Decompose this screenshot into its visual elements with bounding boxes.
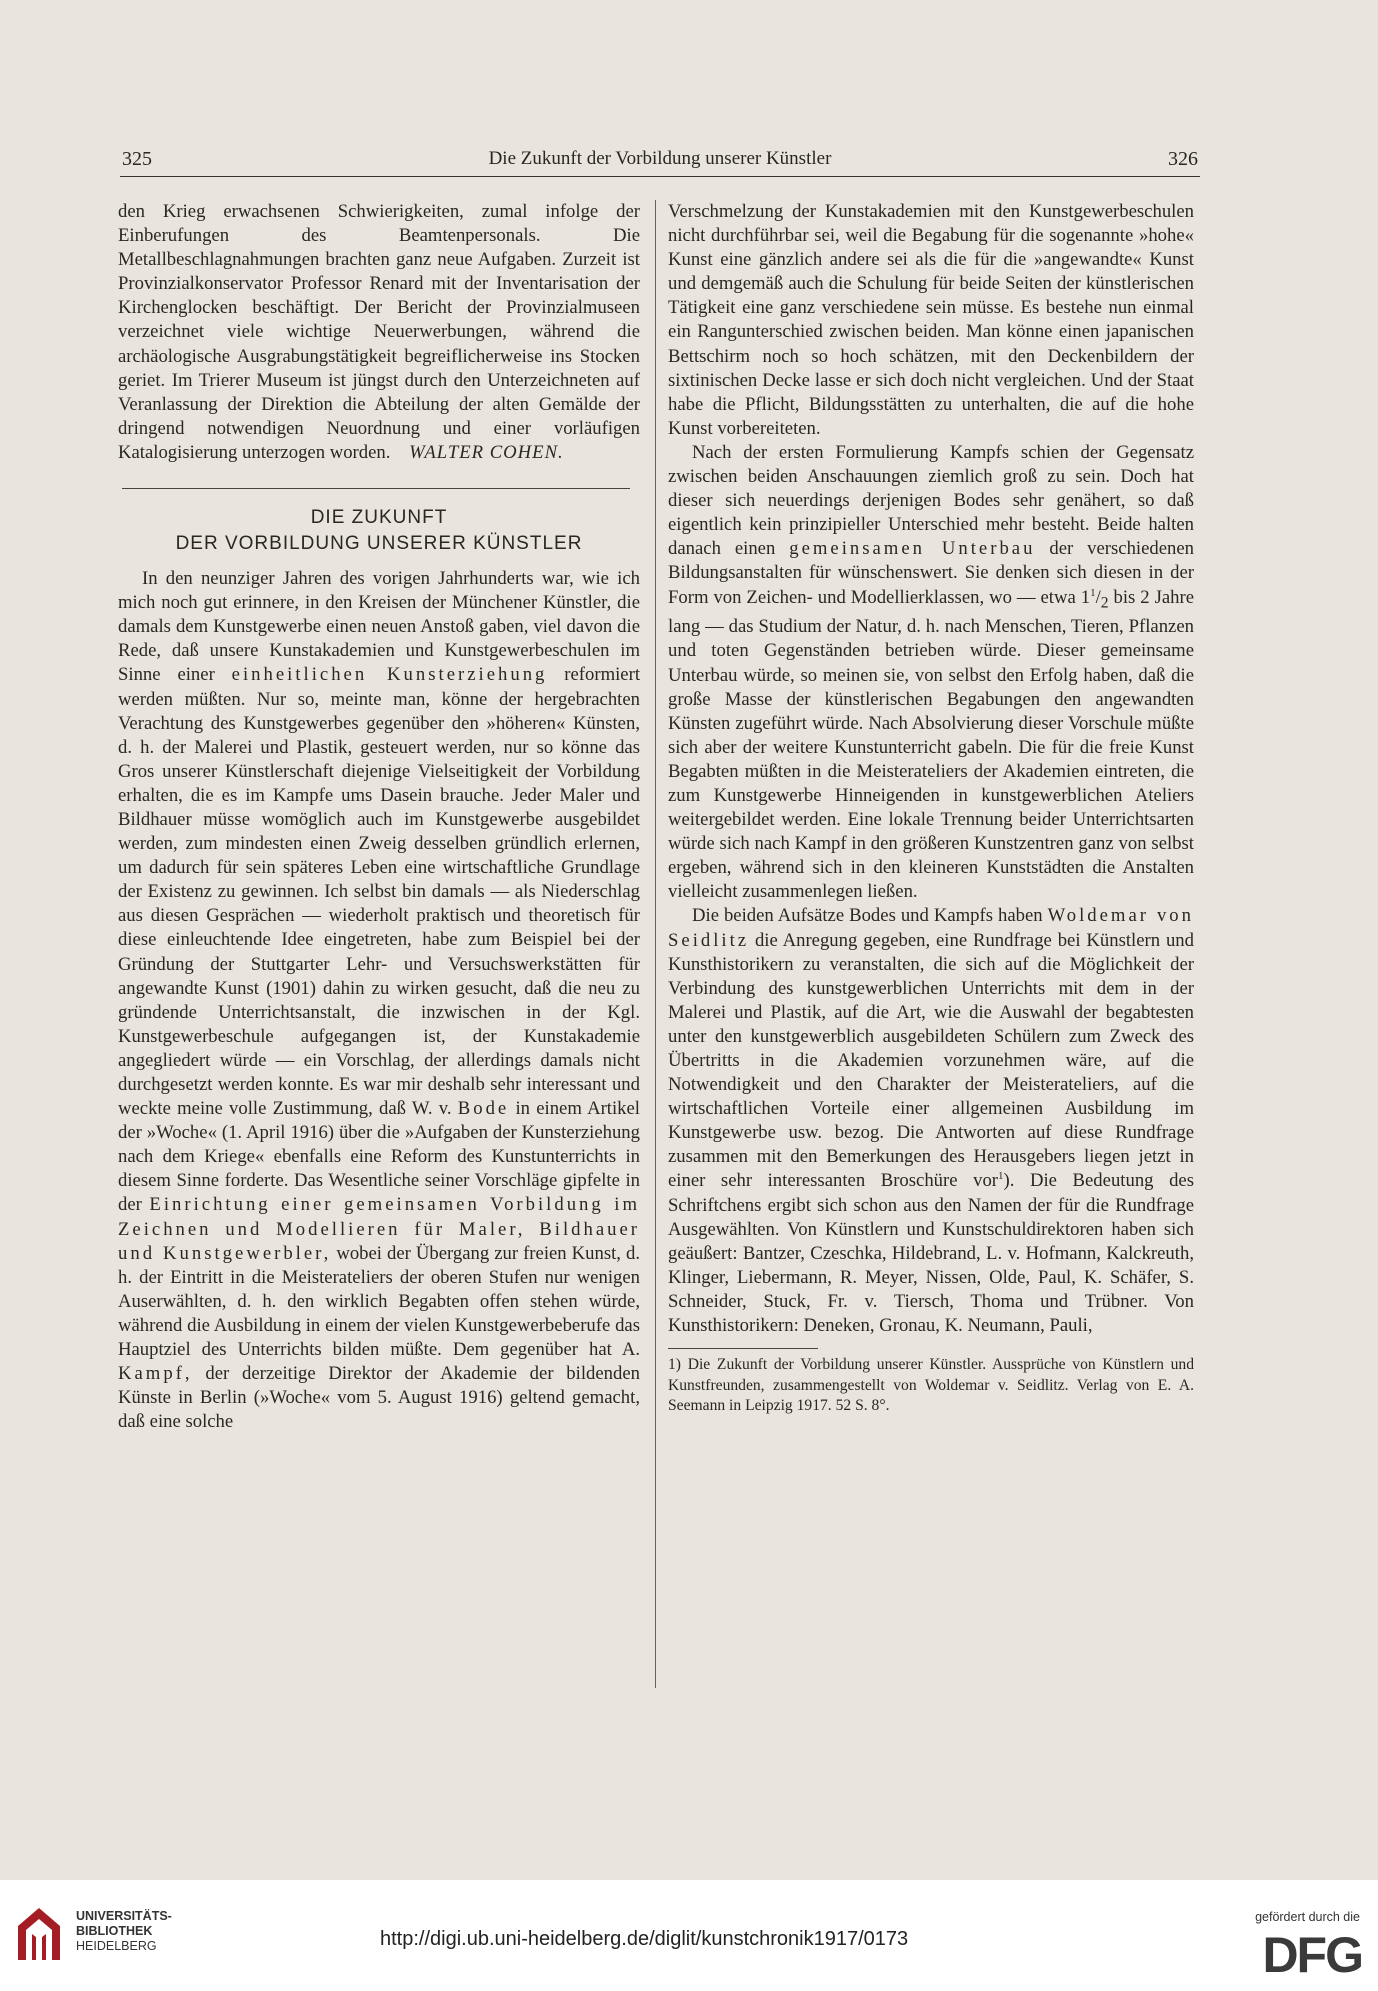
page-number-right: 326 (1168, 148, 1198, 170)
running-title: Die Zukunft der Vorbildung unserer Künstler (488, 148, 832, 169)
funding-caption: gefördert durch die (1255, 1910, 1360, 1924)
footer-bar (0, 1880, 1378, 1991)
paragraph: In den neunziger Jahren des vorigen Jahrhunderts war, wie ich mich noch gut erinnere, in den Kreisen der Münchener Künstler, die damals dem Kunstgewerbe einen neuen Anstoß gaben, viel davon die Rede, daß unsere Kunstakademien und Kunstgewerbeschulen im Sinne einer einheitlichen Kunsterziehung reformiert werden müßten. Nur so, meinte man, könne der hergebrachten Verachtung des Kunstgewerbes gegenüber den »höheren« Künsten, d. h. der Malerei und Plastik, gesteuert werden, nur so könne das Gros unserer Künstlerschaft diejenige Vielseitigkeit der Vorbildung erhalten, die es im Kampfe ums Dasein brauche. Jeder Maler und Bildhauer müsse womöglich auch im Kunstgewerbe ausgebildet werden, zum mindesten einen Zweig desselben gründlich erlernen, um dadurch für sein späteres Leben eine wirtschaftliche Grundlage der Existenz zu gewinnen. Ich selbst bin damals — als Niederschlag aus diesen Gesprächen — wiederholt praktisch und theoretisch für diese einleuchtende Idee eingetreten, habe zum Beispiel bei der Gründung der Stuttgarter Lehr- und Versuchswerkstätten für angewandte Kunst (1901) dahin zu wirken gesucht, daß die neu zu gründende Unterrichtsanstalt, die inzwischen in der Kgl. Kunstgewerbeschule aufgegangen ist, der Kunstakademie angegliedert würde — ein Vorschlag, der allerdings damals nicht durchgesetzt werden konnte. Es war mir deshalb sehr interessant und weckte meine volle Zustimmung, daß W. v. Bode in einem Artikel der »Woche« (1. April 1916) über die »Aufgaben der Kunsterziehung nach dem Kriege« ebenfalls eine Reform des Kunstunterrichts in diesem Sinne forderte. Das Wesentliche seiner Vorschläge gipfelte in der Einrichtung einer gemeinsamen Vorbildung im Zeichnen und Modellieren für Maler, Bildhauer und Kunstgewerbler, wobei der Übergang zur freien Kunst, d. h. der Eintritt in die Meisterateliers der oberen Stufen nur wenigen Auserwählten, d. h. den wirklich Begabten offen stehen würde, während die Ausbildung in einem der vielen Kunstgewerbeberufe das Hauptziel des Unterrichts bilden müßte. Dem gegenüber hat A. Kampf, der derzeitige Direktor der Akademie der bildenden Künste in Berlin (»Woche« vom 5. August 1916) geltend gemacht, daß eine solche (118, 568, 641, 1433)
footnote: 1) Die Zukunft der Vorbildung unserer Künstler. Aussprüche von Künstlern und Kunstfreunden, zusammengestellt von Woldemar v. Seidlitz. Verlag von E. A. Seemann in Leipzig 1917. 52 S. 8°. (668, 1356, 1194, 1415)
paragraph: Verschmelzung der Kunstakademien mit den Kunstgewerbeschulen nicht durchführbar sei, weil die Begabung für die sogenannte »hohe« Kunst eine gänzlich andere sei als die für die »angewandte« Kunst und demgemäß auch die Schulung für beide Seiten der künstlerischen Tätigkeit eine ganz verschiedene sein müsse. Es bestehe nun einmal ein Rangunterschied zwischen beiden. Man könne einen japanischen Bettschirm noch so hoch schätzen, mit den Deckenbildern der sixtinischen Decke lasse er sich doch nicht vergleichen. Und der Staat habe die Pflicht, Bildungsstätten zu unterhalten, die auf die hohe Kunst vorbereiteten. (668, 201, 1194, 439)
column-divider (655, 200, 656, 1688)
ub-heidelberg-logo-icon[interactable] (14, 1904, 64, 1964)
paragraph: Die beiden Aufsätze Bodes und Kampfs haben Woldemar von Seidlitz die Anregung gegeben, eine Rundfrage bei Künstlern und Kunsthistorikern zu veranstalten, die sich auf die Möglichkeit der Verbindung des kunstgewerblichen Unterrichts mit dem in der Malerei und Plastik, auf die Art, wie die Auswahl der begabtesten unter den kunstgewerblich ausgebildeten Schülern zum Zweck des Übertritts in die Akademien vorzunehmen wäre, auf die Notwendigkeit und den Charakter der Meisterateliers, auf die wirtschaftlichen Vorteile einer allgemeinen Ausbildung im Kunstgewerbe usw. bezog. Die Antworten auf diese Rundfrage zusammen mit den Bemerkungen des Herausgebers liegen jetzt in einer sehr interessanten Broschüre vor$^1$). Die Bedeutung des Schriftchens ergibt sich schon aus den Namen der für die Rundfrage Ausgewählten. Von Künstlern und Kunstschuldirektoren haben sich geäußert: Bantzer, Czeschka, Hildebrand, L. v. Hofmann, Kalckreuth, Klinger, Liebermann, R. Meyer, Nissen, Olde, Paul, K. Schäfer, S. Schneider, Stuck, Fr. v. Tiersch, Thoma und Trübner. Von Kunsthistorikern: Deneken, Gronau, K. Neumann, Pauli, (668, 905, 1194, 1337)
footnote-ref[interactable]: 1 (998, 1170, 1004, 1183)
running-header (122, 146, 1198, 176)
footnote-rule (668, 1348, 818, 1349)
dfg-logo[interactable]: DFG (1262, 1927, 1362, 1983)
left-column (118, 200, 640, 1434)
right-column (668, 200, 1194, 1417)
page-number-left: 325 (122, 148, 152, 170)
author-signature: WALTER COHEN. (409, 441, 564, 463)
paragraph: den Krieg erwachsenen Schwierigkeiten, zumal infolge der Einberufungen des Beamtenpersonals. Die Metallbeschlagnahmungen brachten ganz neue Aufgaben. Zurzeit ist Provinzialkonservator Professor Renard mit der Inventarisation der Kirchenglocken beschäftigt. Der Bericht der Provinzialmuseen verzeichnet viele wichtige Neuerwerbungen, während die archäologische Ausgrabungstätigkeit begreiflicherweise ins Stocken geriet. Im Trierer Museum ist jüngst durch den Unterzeichneten auf Veranlassung der Direktion die Abteilung der alten Gemälde der dringend notwendigen Neuordnung und einer vorläufigen Katalogisierung unterzogen worden. WALTER COHEN. (118, 201, 640, 463)
paragraph: Nach der ersten Formulierung Kampfs schien der Gegensatz zwischen beiden Anschauungen ziemlich groß zu sein. Doch hat dieser sich neuerdings derjenigen Bodes sehr genähert, so daß eigentlich kein prinzipieller Unterschied mehr besteht. Beide halten danach einen gemeinsamen Unterbau der verschiedenen Bildungsanstalten für wünschenswert. Sie denken sich diesen in der Form von Zeichen- und Modellierklassen, wo — etwa $1^1/_2$ bis 2 Jahre lang — das Studium der Natur, d. h. nach Menschen, Tieren, Pflanzen und toten Gegenständen betrieben würde. Dieser gemeinsame Unterbau würde, so meinen sie, von selbst den Erfolg haben, daß die große Masse der künstlerischen Begabungen den angewandten Künsten zugeführt würde. Nach Absolvierung dieser Vorschule müßte sich aber der weitere Kunstunterricht gabeln. Die für die freie Kunst Begabten müßten in die Meisterateliers der Akademien eintreten, die zum Kunstgewerbe Hinneigenden in kunstgewerblichen Ateliers weitergebildet werden. Eine lokale Trennung beider Unterrichtsarten würde sich nach Kampf in den größeren Kunstzentren ganz von selbst ergeben, während sich in den kleineren Kunststädten die Anstalten vielleicht zusammenlegen ließen. (668, 441, 1195, 903)
source-url-link[interactable]: http://digi.ub.uni-heidelberg.de/diglit/kunstchronik1917/0173 (380, 1928, 909, 1950)
article-heading: DIE ZUKUNFT DER VORBILDUNG UNSERER KÜNSTLER (175, 507, 583, 555)
section-divider (122, 488, 630, 489)
header-rule (120, 176, 1200, 177)
library-name[interactable]: UNIVERSITÄTS- BIBLIOTHEK HEIDELBERG (76, 1909, 172, 1953)
